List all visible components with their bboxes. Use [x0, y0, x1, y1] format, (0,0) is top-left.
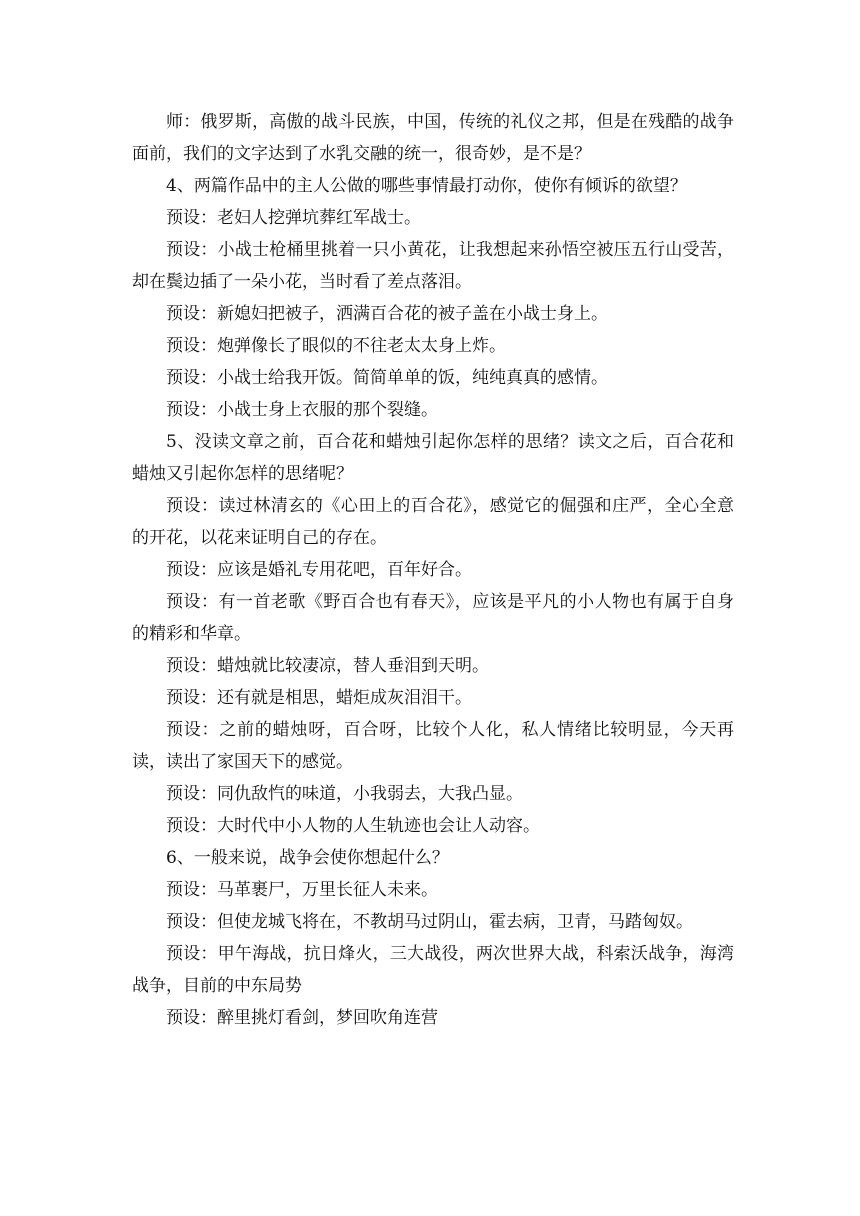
answer-paragraph: 预设：但使龙城飞将在，不教胡马过阴山，霍去病，卫青，马踏匈奴。: [166, 912, 693, 932]
paragraph-teacher-remark: 师：俄罗斯，高傲的战斗民族，中国，传统的礼仪之邦，但是在残酷的战争面前，我们的文字达到了水乳交融的统一，很奇妙，是不是？: [132, 112, 734, 164]
answer-paragraph: 预设：应该是婚礼专用花吧，百年好合。: [166, 560, 472, 580]
answer-paragraph: 预设：蜡烛就比较凄凉，替人垂泪到天明。: [166, 656, 489, 676]
answer-paragraph: 预设：同仇敌忾的味道，小我弱去，大我凸显。: [166, 784, 523, 804]
question-4: 4、两篇作品中的主人公做的哪些事情最打动你，使你有倾诉的欲望？: [166, 176, 687, 196]
answer-paragraph: 预设：小战士枪桶里挑着一只小黄花，让我想起来孙悟空被压五行山受苦，却在鬓边插了一朵小花，当时看了差点落泪。: [132, 240, 734, 292]
answer-paragraph: 预设：醉里挑灯看剑，梦回吹角连营: [166, 1008, 438, 1028]
answer-paragraph: 预设：马革裹尸，万里长征人未来。: [166, 880, 438, 900]
question-5: 5、没读文章之前，百合花和蜡烛引起你怎样的思绪？读文之后，百合花和蜡烛又引起你怎样的思绪呢？: [132, 432, 734, 484]
answer-paragraph: 预设：还有就是相思，蜡炬成灰泪泪干。: [166, 688, 472, 708]
answer-paragraph: 预设：炮弹像长了眼似的不往老太太身上炸。: [166, 336, 506, 356]
answer-paragraph: 预设：大时代中小人物的人生轨迹也会让人动容。: [166, 816, 540, 836]
document-body: [132, 106, 734, 1034]
answer-paragraph: 预设：老妇人挖弹坑葬红军战士。: [166, 208, 421, 228]
answer-paragraph: 预设：小战士给我开饭。简简单单的饭，纯纯真真的感情。: [166, 368, 608, 388]
answer-paragraph: 预设：甲午海战，抗日烽火，三大战役，两次世界大战，科索沃战争，海湾战争，目前的中东局势: [132, 944, 734, 996]
answer-paragraph: 预设：小战士身上衣服的那个裂缝。: [166, 400, 438, 420]
question-6: 6、一般来说，战争会使你想起什么？: [166, 848, 449, 868]
answer-paragraph: 预设：之前的蜡烛呀，百合呀，比较个人化，私人情绪比较明显，今天再读，读出了家国天下的感觉。: [132, 720, 734, 772]
answer-paragraph: 预设：有一首老歌《野百合也有春天》，应该是平凡的小人物也有属于自身的精彩和华章。: [132, 592, 734, 644]
answer-paragraph: 预设：新媳妇把被子，洒满百合花的被子盖在小战士身上。: [166, 304, 608, 324]
answer-paragraph: 预设：读过林清玄的《心田上的百合花》，感觉它的倔强和庄严，全心全意的开花，以花来证明自己的存在。: [132, 496, 734, 548]
